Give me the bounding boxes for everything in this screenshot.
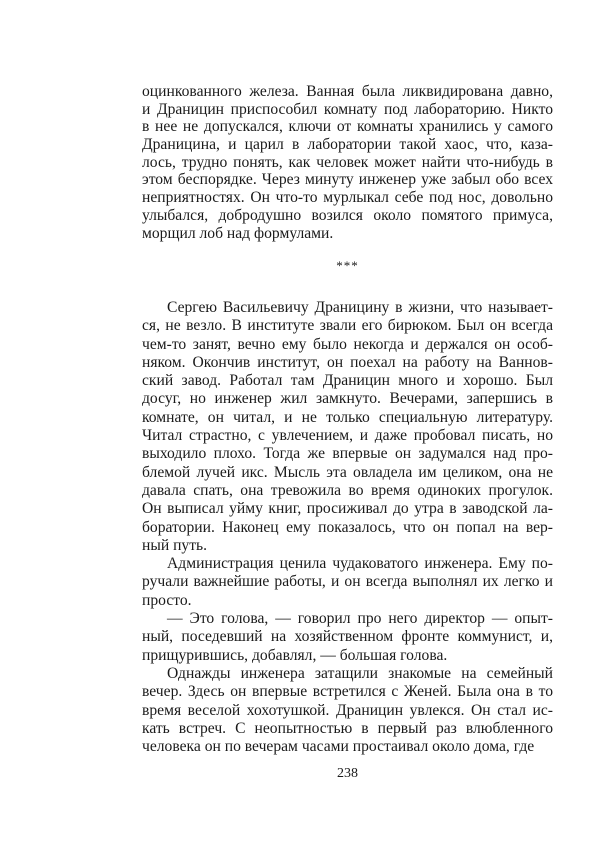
- text-line: ный, поседевший на хозяйственном фронте коммунист, и,: [142, 628, 553, 646]
- text-line: — Это голова, — говорил про него директор — опыт-: [167, 610, 553, 628]
- text-line: морщил лоб над формулами.: [142, 224, 334, 242]
- section-1-text: [142, 83, 553, 242]
- text-line: ский завод. Работал там Драницин много и хорошо. Был: [142, 372, 553, 390]
- paragraph: [142, 610, 553, 665]
- paragraph: [142, 665, 553, 756]
- text-line: человека он по вечерам часами простаивал около дома, где: [142, 738, 535, 756]
- text-line: Администрация ценила чудаковатого инженера. Ему по-: [167, 555, 553, 573]
- text-line: в нее не допускался, ключи от комнаты хранились у самого: [142, 118, 553, 136]
- page-number: 238: [337, 766, 358, 781]
- text-line: время веселой хохотушкой. Драницин увлекся. Он стал ис-: [142, 701, 553, 719]
- text-line: ручали важнейшие работы, и он всегда выполнял их легко и: [142, 573, 553, 591]
- text-line: чем-то занят, вечно ему было некогда и держался он особ-: [142, 335, 553, 353]
- text-line: Читал страстно, с увлечением, и даже пробовал писать, но: [142, 427, 553, 445]
- text-line: вечер. Здесь он впервые встретился с Женей. Была она в то: [142, 683, 553, 701]
- paragraph: [142, 555, 553, 610]
- text-line: ный путь.: [142, 536, 208, 554]
- section-separator: ***: [336, 258, 359, 273]
- paragraph: [142, 299, 553, 555]
- text-line: ся, не везло. В институте звали его бирюком. Был он всегда: [142, 317, 553, 335]
- text-line: няком. Окончив институт, он поехал на работу на Ваннов-: [142, 353, 553, 371]
- text-line: и Драницин приспособил комнату под лабораторию. Никто: [142, 100, 553, 118]
- text-line: лось, трудно понять, как человек может найти что-нибудь в: [142, 153, 553, 171]
- text-line: прищурившись, добавлял, — большая голова.: [142, 646, 448, 664]
- text-line: Однажды инженера затащили знакомые на семейный: [167, 664, 553, 682]
- text-line: выходило плохо. Тогда же впервые он задумался над про-: [142, 445, 553, 463]
- text-line: улыбался, добродушно возился около помятого примуса,: [142, 206, 553, 224]
- text-line: кать встреч. С неопытностью в первый раз влюбленного: [142, 719, 553, 737]
- text-line: неприятностях. Он что-то мурлыкал себе под нос, довольно: [142, 189, 553, 207]
- text-line: оцинкованного железа. Ванная была ликвидирована давно,: [142, 83, 553, 100]
- text-line: досуг, но инженер жил замкнуто. Вечерами, запершись в: [142, 390, 553, 408]
- text-line: просто.: [142, 591, 192, 609]
- text-line: блемой лучей икс. Мысль эта овладела им целиком, она не: [142, 463, 553, 481]
- text-line: Он выписал уйму книг, просиживал до утра в заводской ла-: [142, 500, 553, 518]
- text-line: давала спать, она тревожила во время одиноких прогулок.: [142, 481, 553, 499]
- text-line: комнате, он читал, и не только специальную литературу.: [142, 408, 553, 426]
- text-line: Сергею Васильевичу Драницину в жизни, что называет-: [167, 299, 553, 316]
- section-2-text: [142, 299, 553, 756]
- text-line: этом беспорядке. Через минуту инженер уже забыл обо всех: [142, 171, 553, 189]
- text-line: Драницина, и царил в лаборатории такой хаос, что, каза-: [142, 136, 553, 154]
- paragraph: [142, 83, 553, 242]
- text-line: боратории. Наконец ему показалось, что он попал на вер-: [142, 518, 553, 536]
